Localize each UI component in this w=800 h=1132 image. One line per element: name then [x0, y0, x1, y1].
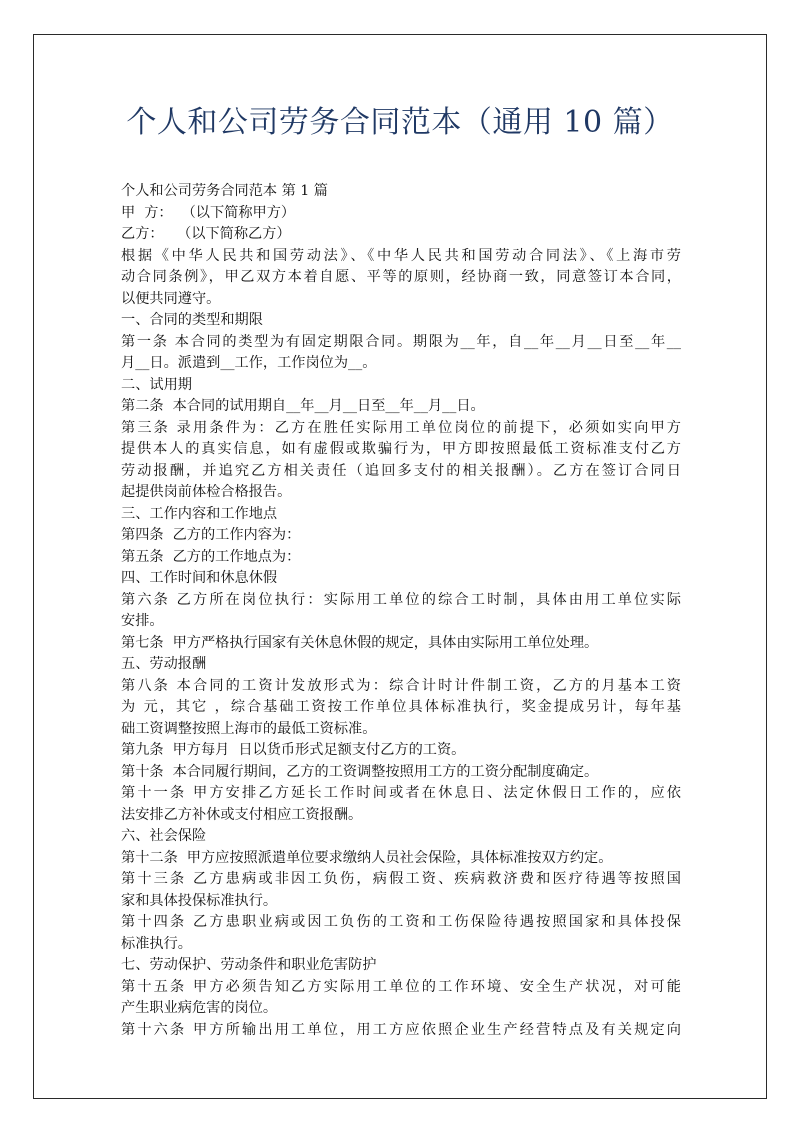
body-line: 第二条 本合同的试用期自__年__月__日至__年__月__日。 — [121, 398, 485, 414]
body-line: 第十条 本合同履行期间，乙方的工资调整按照用工方的工资分配制度确定。 — [121, 763, 599, 780]
chapter-heading: 五、劳动报酬 — [121, 656, 207, 672]
chapter-heading: 二、试用期 — [121, 376, 192, 393]
body-line: 产生职业病危害的岗位。 — [121, 1000, 278, 1016]
chapter-heading: 六、社会保险 — [121, 828, 207, 844]
body-line: 础工资调整按照上海市的最低工资标准。 — [121, 720, 377, 737]
party-a-line: 甲 方： （以下简称甲方） — [121, 204, 296, 221]
body-line: 标准执行。 — [121, 935, 192, 952]
document-body — [121, 181, 681, 1041]
body-line: 安排。 — [121, 613, 164, 629]
body-line: 第十一条 甲方安排乙方延长工作时间或者在休息日、法定休假日工作的，应依 — [121, 785, 681, 801]
body-line: 月__日。派遣到__工作，工作岗位为__。 — [121, 355, 377, 371]
body-line: 法安排乙方补休或支付相应工资报酬。 — [121, 806, 363, 823]
body-line: 动合同条例》，甲乙双方本着自愿、平等的原则，经协商一致，同意签订本合同， — [121, 269, 681, 285]
body-line: 家和具体投保标准执行。 — [121, 892, 278, 909]
document-title: 个人和公司劳务合同范本（通用 10 篇） — [126, 105, 674, 140]
body-line: 第十六条 甲方所输出用工单位，用工方应依照企业生产经营特点及有关规定向 — [121, 1021, 681, 1038]
body-line: 起提供岗前体检合格报告。 — [121, 484, 292, 500]
body-line: 第八条 本合同的工资计发放形式为：综合计时计件制工资，乙方的月基本工资 — [121, 677, 681, 694]
party-b-line: 乙方： （以下简称乙方） — [121, 226, 291, 242]
body-line: 劳动报酬，并追究乙方相关责任（追回多支付的相关报酬）。乙方在签订合同日 — [121, 462, 681, 479]
chapter-heading: 一、合同的类型和期限 — [121, 312, 263, 328]
body-line: 第十五条 甲方必须告知乙方实际用工单位的工作环境、安全生产状况，对可能 — [121, 978, 681, 995]
body-line: 第七条 甲方严格执行国家有关休息休假的规定，具体由实际用工单位处理。 — [121, 634, 599, 651]
body-line: 第十二条 甲方应按照派遣单位要求缴纳人员社会保险，具体标准按双方约定。 — [121, 849, 613, 866]
section-heading: 个人和公司劳务合同范本 第 1 篇 — [121, 183, 328, 199]
chapter-heading: 七、劳动保护、劳动条件和职业危害防护 — [121, 957, 377, 973]
body-line: 提供本人的真实信息，如有虚假或欺骗行为，甲方即按照最低工资标准支付乙方 — [121, 441, 681, 457]
body-line: 根据《中华人民共和国劳动法》、《中华人民共和国劳动合同法》、《上海市劳 — [121, 247, 681, 264]
body-line: 第五条 乙方的工作地点为： — [121, 548, 301, 565]
chapter-heading: 四、工作时间和休息休假 — [121, 570, 278, 586]
body-line: 为 元，其它 ，综合基础工资按工作单位具体标准执行，奖金提成另计，每年基 — [121, 699, 681, 715]
body-line: 第六条 乙方所在岗位执行：实际用工单位的综合工时制，具体由用工单位实际 — [121, 591, 681, 608]
body-line: 第一条 本合同的类型为有固定期限合同。期限为__年，自__年__月__日至__年__ — [121, 333, 681, 350]
body-line: 第十三条 乙方患病或非因工负伤，病假工资、疾病救济费和医疗待遇等按照国 — [121, 871, 681, 887]
body-line: 第四条 乙方的工作内容为： — [121, 527, 301, 543]
body-line: 第九条 甲方每月 日以货币形式足额支付乙方的工资。 — [121, 742, 466, 758]
body-line: 第十四条 乙方患职业病或因工负伤的工资和工伤保险待遇按照国家和具体投保 — [121, 914, 681, 930]
body-line: 以便共同遵守。 — [121, 290, 221, 307]
body-line: 第三条 录用条件为：乙方在胜任实际用工单位岗位的前提下，必须如实向甲方 — [121, 419, 681, 436]
chapter-heading: 三、工作内容和工作地点 — [121, 505, 278, 522]
